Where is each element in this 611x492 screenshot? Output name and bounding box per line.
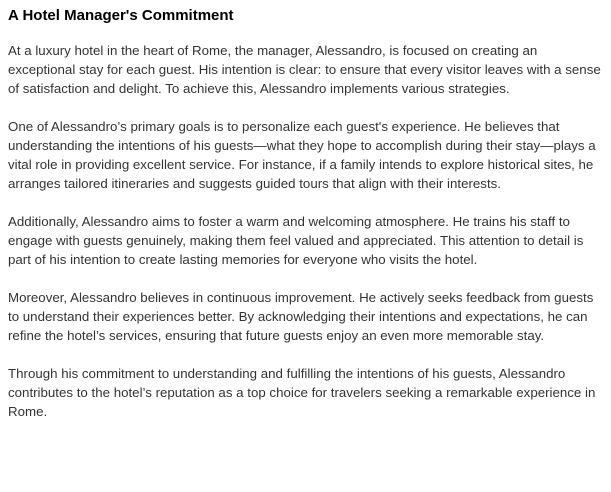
paragraph-improvement: Moreover, Alessandro believes in continuous improvement. He actively seeks feedback from guests to understand their experiences better. By acknowledging their intentions and expectations, he can refine the hotel’s services, ensuring that future guests enjoy an even more memorable stay. [8, 290, 594, 343]
document-title: A Hotel Manager's Commitment [8, 7, 234, 24]
paragraph-intro: At a luxury hotel in the heart of Rome, the manager, Alessandro, is focused on creating an exceptional stay for each guest. His intention is clear: to ensure that every visitor leaves with a sense of satisfaction and delight. To achieve this, Alessandro implements various strategies. [8, 43, 601, 96]
paragraph-personalization: One of Alessandro’s primary goals is to personalize each guest's experience. He believes that understanding the intentions of his guests—what they hope to accomplish during their stay—plays a vital role in providing excellent service. For instance, if a family intends to explore historical sites, he arranges tailored itineraries and suggests guided tours that align with their interests. [8, 119, 596, 191]
paragraph-conclusion: Through his commitment to understanding and fulfilling the intentions of his guests, Alessandro contributes to the hotel’s reputation as a top choice for travelers seeking a remarkable experience in Rome. [8, 366, 596, 419]
paragraph-atmosphere: Additionally, Alessandro aims to foster a warm and welcoming atmosphere. He trains his staff to engage with guests genuinely, making them feel valued and appreciated. This attention to detail is part of his intention to create lasting memories for everyone who visits the hotel. [8, 214, 584, 267]
